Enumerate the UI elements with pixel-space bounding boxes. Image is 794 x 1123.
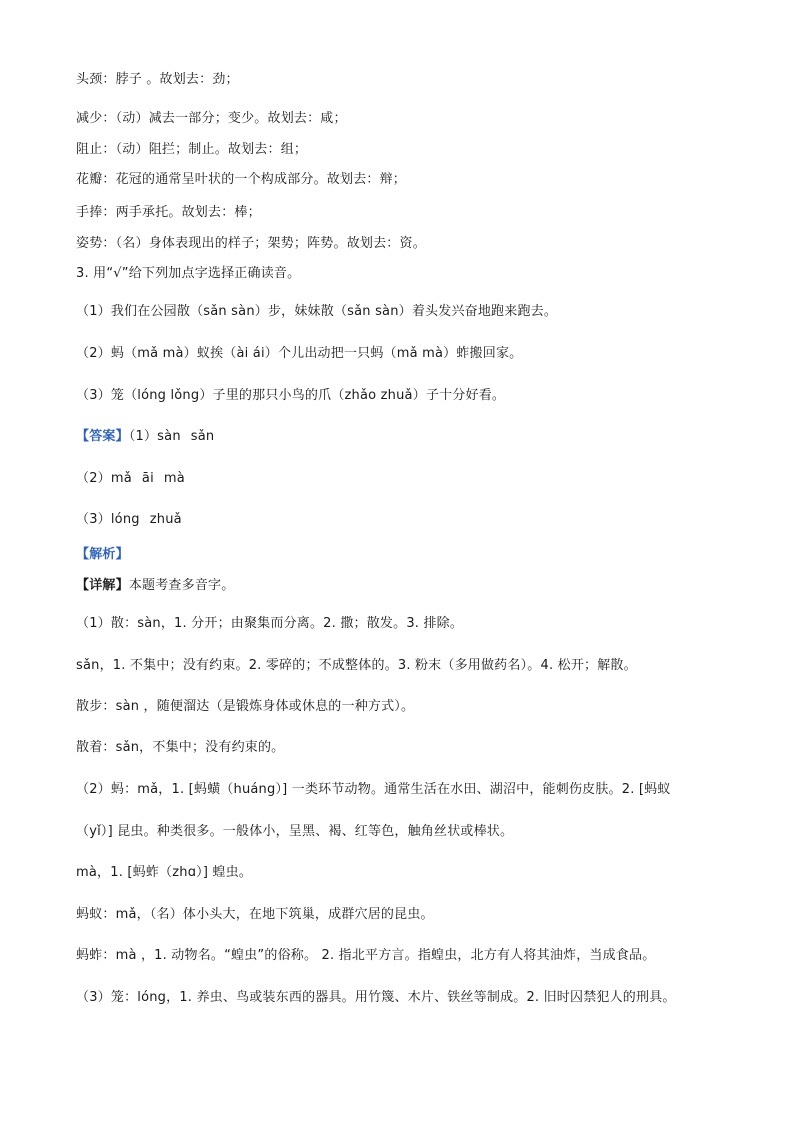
answer-line-1: 【答案】（1）sàn sǎn <box>76 429 215 444</box>
detail-line: 【详解】本题考查多音字。 <box>76 578 235 593</box>
question-title: 3. 用“√”给下列加点字选择正确读音。 <box>76 266 301 281</box>
analysis-line: （2）蚂：mǎ，1. [蚂蟥（huáng）] 一类环节动物。通常生活在水田、湖沼中，能刺伤皮肤。2. [蚂蚁 <box>76 782 671 797</box>
analysis-heading <box>76 546 726 564</box>
answer-tag: 【答案】 <box>76 429 129 444</box>
analysis-line: （yǐ）] 昆虫。种类很多。一般体小，呈黑、褐、红等色，触角丝状或棒状。 <box>76 824 514 839</box>
text-line: 减少：（动）减去一部分；变少。故划去：咸； <box>76 111 347 126</box>
question-item: （3）笼（lóng lǒng）子里的那只小鸟的爪（zhǎo zhuǎ）子十分好看。 <box>76 388 506 403</box>
analysis-tag: 【解析】 <box>76 547 129 562</box>
answer-line-3: （3）lóng zhuǎ <box>76 512 182 527</box>
text-line: 花瓣：花冠的通常呈叶状的一个构成部分。故划去：辩； <box>76 172 407 187</box>
answer-line-2: （2）mǎ āi mà <box>76 471 185 486</box>
text-line: 阻止：（动）阻拦；制止。故划去：组； <box>76 142 308 157</box>
analysis-line: （3）笼：lóng，1. 养虫、鸟或装东西的器具。用竹篾、木片、铁丝等制成。2. 旧时囚禁犯人的刑具。 <box>76 990 676 1005</box>
text-line: 手捧：两手承托。故划去：棒； <box>76 205 261 220</box>
analysis-line: 蚂蚱：mà ，1. 动物名。“蝗虫”的俗称。 2. 指北平方言。指蝗虫，北方有人将其油炸，当成食品。 <box>76 948 656 963</box>
question-item: （2）蚂（mǎ mà）蚁挨（ài ái）个儿出动把一只蚂（mǎ mà）蚱搬回家。 <box>76 346 523 361</box>
analysis-line: 散着：sǎn，不集中；没有约束的。 <box>76 740 285 755</box>
question-item: （1）我们在公园散（sǎn sàn）步，妹妹散（sǎn sàn）着头发兴奋地跑来跑去。 <box>76 304 558 319</box>
analysis-line: sǎn，1. 不集中；没有约束。2. 零碎的；不成整体的。3. 粉末（多用做药名）。4. 松开；解散。 <box>76 658 637 673</box>
analysis-line: （1）散：sàn，1. 分开；由聚集而分离。2. 撒；散发。3. 排除。 <box>76 616 464 631</box>
text-line: 姿势：（名）身体表现出的样子；架势；阵势。故划去：资。 <box>76 236 426 251</box>
analysis-line: 散步：sàn ，随便溜达（是锻炼身体或休息的一种方式）。 <box>76 699 415 714</box>
analysis-line: 蚂蚁：mǎ，（名）体小头大，在地下筑巢，成群穴居的昆虫。 <box>76 907 434 922</box>
detail-tag: 【详解】 <box>76 578 129 593</box>
text-line: 头颈：脖子 。故划去：劲； <box>76 72 239 87</box>
analysis-line: mà，1. [蚂蚱（zhɑ）] 蝗虫。 <box>76 865 253 880</box>
